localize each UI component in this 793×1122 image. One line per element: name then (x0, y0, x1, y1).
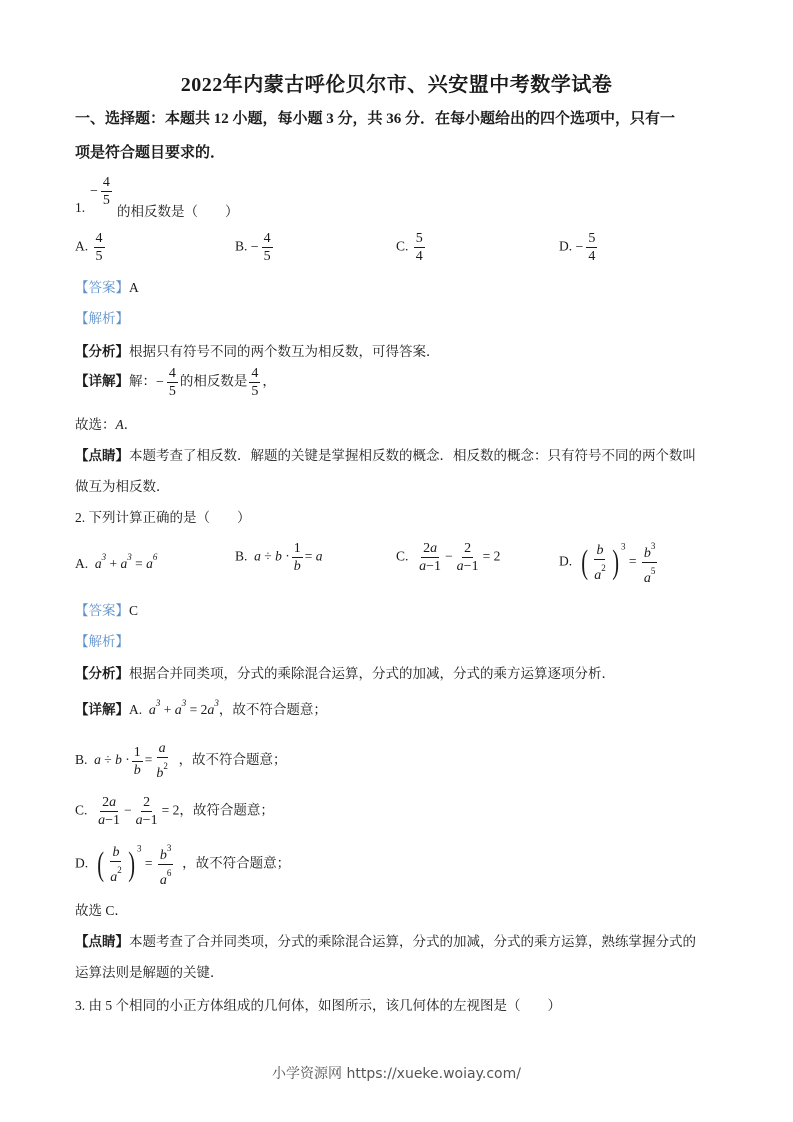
q2-guxuan: 故选 C． (75, 903, 128, 918)
fenxi-text: 根据只有符号不同的两个数互为相反数，可得答案． (129, 344, 440, 359)
q2-option-a: A. $a^3 + a^3 = a^6$ (75, 552, 158, 571)
fenxi-text: 根据合并同类项，分式的乘除混合运算，分式的加减，分式的乘方运算逐项分析． (129, 666, 615, 681)
option-num: 4 (95, 231, 103, 246)
fenxi-label: 【分析】 (75, 666, 129, 681)
answer-value: C (129, 603, 139, 618)
guxuan-answer: A (115, 417, 124, 432)
detail-label: A. (129, 702, 143, 717)
xiangjie-mid: 的相反数是 (179, 373, 248, 389)
q2-dianjing-line1 (75, 930, 696, 950)
section-header-line2: 项是符合题目要求的． (75, 145, 226, 161)
q1-stem-den: 5 (102, 193, 110, 208)
q1-stem-num: 4 (102, 175, 110, 190)
option-label: A. (75, 238, 89, 254)
detail-label: B. (75, 752, 88, 768)
option-label: D. (559, 553, 573, 569)
q3-number: 3. (75, 998, 86, 1013)
option-label: C. (396, 238, 409, 254)
dianjing-label: 【点睛】 (75, 448, 129, 463)
answer-label: 【答案】 (75, 280, 129, 295)
fenxi-label: 【分析】 (75, 344, 129, 359)
q2-stem-text: 下列计算正确的是（ ） (88, 510, 251, 525)
option-num: 4 (263, 231, 271, 246)
q3-stem (75, 994, 561, 1014)
option-den: 5 (263, 249, 271, 264)
detail-conclusion: ，故不符合题意； (182, 855, 291, 871)
q2-detail-b: B. a ÷ b · $\frac{1}{b}$ = $\frac{a}{b^2}$ ，故不符合题意； (75, 741, 287, 781)
dianjing-label: 【点睛】 (75, 934, 129, 949)
page-title: 2022年内蒙古呼伦贝尔市、兴安盟中考数学试卷 (180, 74, 613, 96)
q1-fenxi (75, 340, 440, 360)
option-label: C. (396, 548, 409, 564)
detail-conclusion: ，故符合题意； (179, 802, 274, 818)
detail-conclusion: ，故不符合题意； (178, 752, 287, 768)
q2-option-b: B. a ÷ b · $\frac{1}{b}$ = a (235, 541, 323, 574)
q1-dianjing-line2: 做互为相反数． (75, 479, 170, 494)
answer-value: A (129, 280, 139, 295)
xiangjie-end: ， (262, 373, 276, 389)
q1-dianjing-line1 (75, 444, 696, 464)
q2-option-c: C. $\frac{2a}{a-1}$ − $\frac{2}{a-1}$ = 2 (396, 541, 501, 574)
section-header-line1: 一、选择题：本题共 12 小题，每小题 3 分，共 36 分．在每小题给出的四个选项中，只有一 (75, 111, 676, 127)
q1-answer (75, 276, 139, 296)
option-sign: − (250, 239, 259, 255)
q3-stem-text: 由 5 个相同的小正方体组成的几何体，如图所示，该几何体的左视图是（ ） (88, 998, 561, 1013)
q1-stem-text: 的相反数是（ ） (117, 204, 239, 219)
detail-label: D. (75, 855, 89, 871)
option-den: 4 (588, 249, 596, 264)
q2-detail-c: C. $\frac{2a}{a-1}$ − $\frac{2}{a-1}$ = 2，故符合题意； (75, 795, 274, 828)
q2-option-d: D. ( $\frac{b}{a^2}$ ) $^3$ = $\frac{b^3}{a^5}$ (559, 538, 659, 587)
q1-xiangjie: 【详解】解：− $\frac{4}{5}$ 的相反数是 $\frac{4}{5}$ ， (75, 366, 276, 399)
q1-analysis-label: 【解析】 (75, 311, 129, 326)
footer-watermark: 小学资源网 https://xueke.woiay.com/ (272, 1066, 521, 1082)
option-num: 5 (415, 231, 423, 246)
q1-stem-fraction (90, 174, 114, 209)
q2-detail-a: 【详解】A. $a^3 + a^3 = 2a^3$，故不符合题意； (75, 698, 327, 718)
option-label: B. (235, 548, 248, 564)
q1-option-a (75, 230, 107, 265)
q1-guxuan (75, 413, 137, 433)
q1-option-c (396, 230, 427, 265)
dianjing-text: 本题考查了相反数．解题的关键是掌握相反数的概念．相反数的概念：只有符号不同的两个数叫 (129, 448, 696, 463)
detail-conclusion: ，故不符合题意； (218, 702, 327, 717)
option-num: 5 (588, 231, 596, 246)
frac-den: 5 (168, 384, 176, 399)
option-label: B. (235, 238, 248, 254)
frac-den: 5 (251, 384, 259, 399)
q2-number: 2. (75, 510, 86, 525)
answer-label: 【答案】 (75, 603, 129, 618)
frac-num: 4 (251, 366, 259, 381)
detail-label: C. (75, 802, 88, 818)
option-den: 5 (95, 249, 103, 264)
q1-option-b (235, 230, 275, 265)
q2-dianjing-line2: 运算法则是解题的关键． (75, 965, 224, 980)
frac-num: 4 (168, 366, 176, 381)
q1-stem-sign: − (90, 183, 98, 199)
option-den: 4 (415, 249, 423, 264)
guxuan-prefix: 故选： (75, 417, 116, 432)
q2-stem (75, 506, 251, 526)
option-sign: − (575, 239, 584, 255)
xiangjie-prefix: 解： (129, 373, 156, 389)
q2-answer (75, 599, 138, 619)
dianjing-text: 本题考查了合并同类项，分式的乘除混合运算，分式的加减，分式的乘方运算，熟练掌握分式的 (129, 934, 696, 949)
xiangjie-label: 【详解】 (75, 373, 129, 389)
option-label: A. (75, 556, 89, 571)
guxuan-end: ． (123, 417, 138, 432)
q2-detail-d: D. ( $\frac{b}{a^2}$ ) $^3$ = $\frac{b^3}{a^6}$ ，故不符合题意； (75, 840, 290, 889)
q1-option-d (559, 230, 599, 265)
q1-number: 1. (75, 200, 86, 215)
xiangjie-label: 【详解】 (75, 702, 129, 717)
option-label: D. (559, 238, 573, 254)
q2-fenxi (75, 662, 615, 682)
q2-analysis-label: 【解析】 (75, 634, 129, 649)
